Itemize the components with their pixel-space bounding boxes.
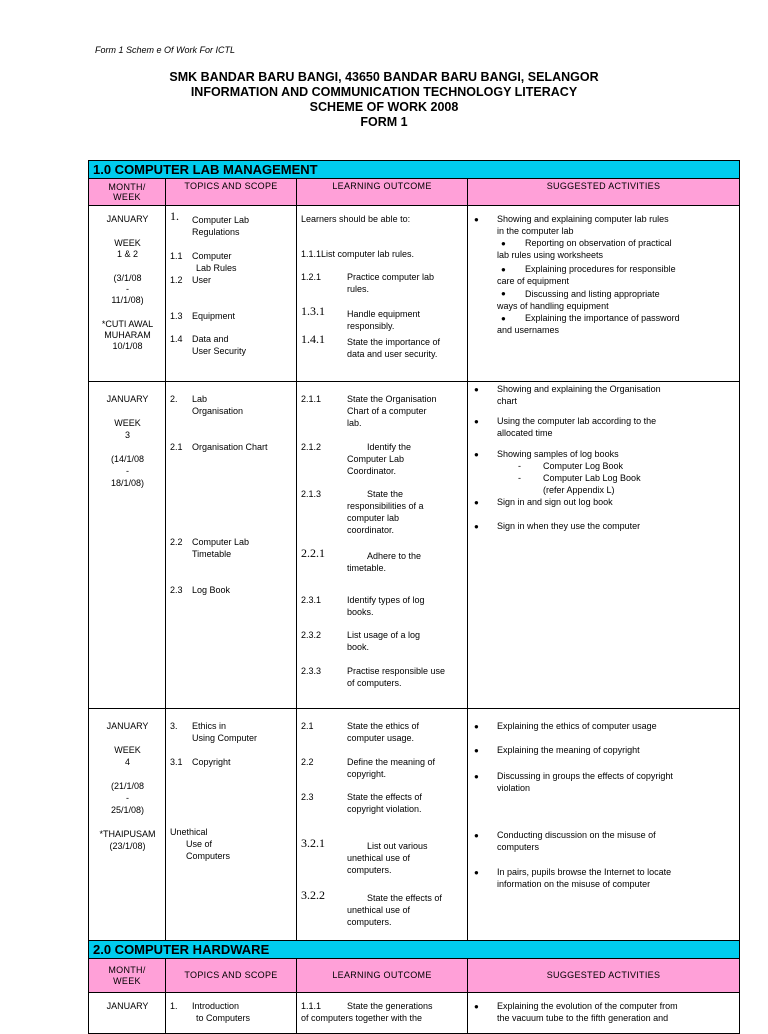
- date-dash: -: [126, 284, 129, 294]
- col-month-week: MONTH/ WEEK: [89, 959, 166, 993]
- week-label: WEEK: [114, 745, 141, 755]
- outcome-number: 3.2.2: [301, 888, 325, 902]
- month-label: JANUARY: [106, 1001, 149, 1011]
- outcome-number: 2.1.3: [301, 489, 322, 499]
- outcome-text: State the ethics of: [347, 721, 420, 731]
- outcome-text: Practise responsible use: [347, 666, 446, 676]
- outcome-number: 3.2.1: [301, 836, 325, 850]
- bullet-icon: ●: [474, 868, 479, 877]
- activity-text: Sign in when they use the computer: [497, 521, 641, 531]
- outcome-cell: [297, 993, 467, 1033]
- bullet-icon: ●: [474, 722, 479, 731]
- outcome-text: copyright.: [347, 769, 387, 779]
- month-week-cell: [89, 993, 165, 1033]
- dash-marker: -: [518, 473, 521, 483]
- holiday-note: MUHARAM: [104, 330, 151, 340]
- topic-text: to Computers: [196, 1013, 251, 1023]
- outcome-number: 2.1.2: [301, 442, 322, 452]
- activity-text: in the computer lab: [497, 226, 574, 236]
- topic-text: Unethical: [170, 827, 208, 837]
- activity-subitem: (refer Appendix L): [543, 485, 615, 495]
- table-row: [89, 709, 740, 944]
- week-label: WEEK: [114, 238, 141, 248]
- topics-cell: [166, 206, 296, 381]
- outcome-text: Coordinator.: [347, 466, 397, 476]
- outcome-text: unethical use of: [347, 905, 411, 915]
- outcome-text: Computer Lab: [347, 454, 405, 464]
- outcome-number: 2.2: [301, 757, 314, 767]
- topic-text: Organisation: [192, 406, 244, 416]
- topic-text: Copyright: [192, 757, 231, 767]
- scheme-year: SCHEME OF WORK 2008: [309, 100, 459, 114]
- topic-number: 1.4: [170, 334, 183, 344]
- topics-cell: [166, 709, 296, 943]
- outcome-text: State the importance of: [347, 337, 441, 347]
- topic-number: 3.1: [170, 757, 183, 767]
- col-topics: TOPICS AND SCOPE: [166, 179, 297, 206]
- outcome-text: Define the meaning of: [347, 757, 436, 767]
- outcome-number: 2.3: [301, 792, 314, 802]
- date-start: (3/1/08: [113, 273, 142, 283]
- topics-cell: [166, 993, 296, 1033]
- topic-text: Computer Lab: [192, 215, 250, 225]
- topic-text: Introduction: [192, 1001, 240, 1011]
- month-week-cell: [89, 709, 165, 943]
- outcome-text: of computers.: [347, 678, 402, 688]
- outcome-number: 1.2.1: [301, 272, 322, 282]
- outcome-number: 1.1.1: [301, 1001, 322, 1011]
- activity-text: violation: [497, 783, 531, 793]
- month-week-cell: [89, 382, 165, 708]
- bullet-icon: ●: [501, 314, 506, 323]
- month-label: JANUARY: [106, 214, 149, 224]
- topic-text: Organisation Chart: [192, 442, 268, 452]
- holiday-date: (23/1/08): [109, 841, 146, 851]
- topics-cell: [166, 382, 296, 708]
- activity-text: Reporting on observation of practical: [525, 238, 672, 248]
- bullet-icon: ●: [474, 772, 479, 781]
- topic-number: 2.3: [170, 585, 183, 595]
- topic-number: 1.: [170, 209, 179, 223]
- month-week-cell: [89, 206, 165, 381]
- outcome-text: Adhere to the: [367, 551, 422, 561]
- section2-table: [88, 940, 740, 1034]
- activity-text: Showing and explaining computer lab rules: [497, 214, 669, 224]
- topic-text: User Security: [192, 346, 247, 356]
- bullet-icon: ●: [474, 450, 479, 459]
- outcome-text: 1.1.1List computer lab rules.: [301, 249, 415, 259]
- outcome-text: rules.: [347, 284, 370, 294]
- col-month-week: MONTH/ WEEK: [89, 179, 166, 206]
- outcome-text: responsibly.: [347, 321, 395, 331]
- outcome-text: computers.: [347, 917, 392, 927]
- outcome-text: of computers together with the: [301, 1013, 423, 1023]
- outcome-text: timetable.: [347, 563, 387, 573]
- section2-heading: 2.0 COMPUTER HARDWARE: [89, 941, 740, 959]
- section1-heading: 1.0 COMPUTER LAB MANAGEMENT: [89, 161, 740, 179]
- outcome-number: 2.1.1: [301, 394, 322, 404]
- outcome-cell: [297, 709, 467, 943]
- activity-text: and usernames: [497, 325, 560, 335]
- outcome-number: 1.4.1: [301, 332, 325, 346]
- running-head: Form 1 Schem e Of Work For ICTL: [95, 45, 236, 55]
- outcome-text: unethical use of: [347, 853, 411, 863]
- bullet-icon: ●: [474, 385, 479, 394]
- topic-text: Use of: [186, 839, 213, 849]
- activities-cell: [468, 382, 739, 708]
- activity-text: lab rules using worksheets: [497, 250, 604, 260]
- dash-marker: -: [518, 461, 521, 471]
- topic-number: 3.: [170, 721, 178, 731]
- bullet-icon: ●: [501, 239, 506, 248]
- activities-cell: [468, 206, 739, 381]
- activities-cell: [468, 709, 739, 943]
- holiday-date: 10/1/08: [112, 341, 143, 351]
- activity-text: Showing and explaining the Organisation: [497, 384, 661, 394]
- date-start: (14/1/08: [110, 454, 145, 464]
- outcome-text: State the Organisation: [347, 394, 437, 404]
- topic-text: Computer: [192, 251, 232, 261]
- activity-text: Discussing and listing appropriate: [525, 289, 660, 299]
- holiday-note: *CUTI AWAL: [101, 319, 154, 329]
- topic-text: Timetable: [192, 549, 232, 559]
- topic-text: User: [192, 275, 212, 285]
- outcome-text: lab.: [347, 418, 362, 428]
- bullet-icon: ●: [474, 522, 479, 531]
- activity-text: the vacuum tube to the fifth generation and: [497, 1013, 669, 1023]
- activity-subitem: Computer Lab Log Book: [543, 473, 641, 483]
- topic-number: 1.3: [170, 311, 183, 321]
- bullet-icon: ●: [474, 1002, 479, 1011]
- activity-text: Sign in and sign out log book: [497, 497, 613, 507]
- date-end: 11/1/08): [111, 295, 144, 305]
- col-activities: SUGGESTED ACTIVITIES: [468, 959, 740, 993]
- outcome-cell: [297, 382, 467, 708]
- outcome-text: Identify the: [367, 442, 412, 452]
- topic-number: 2.: [170, 394, 178, 404]
- topic-text: Using Computer: [192, 733, 258, 743]
- outcome-text: books.: [347, 607, 374, 617]
- week-label: WEEK: [114, 418, 141, 428]
- activities-cell: [468, 993, 739, 1033]
- outcome-text: coordinator.: [347, 525, 395, 535]
- outcome-text: State the generations: [347, 1001, 433, 1011]
- topic-number: 1.: [170, 1001, 178, 1011]
- outcome-number: 2.3.2: [301, 630, 322, 640]
- activity-text: Using the computer lab according to the: [497, 416, 657, 426]
- topic-text: Computers: [186, 851, 231, 861]
- table-row: [89, 382, 740, 709]
- table-row: [89, 206, 740, 382]
- outcome-number: 2.3.3: [301, 666, 322, 676]
- activity-text: Explaining the evolution of the computer from: [497, 1001, 678, 1011]
- topic-number: 2.1: [170, 442, 183, 452]
- activity-text: information on the misuse of computer: [497, 879, 651, 889]
- topic-text: Computer Lab: [192, 537, 250, 547]
- col-outcome: LEARNING OUTCOME: [297, 179, 468, 206]
- topic-number: 2.2: [170, 537, 183, 547]
- bullet-icon: ●: [474, 746, 479, 755]
- activity-text: Showing samples of log books: [497, 449, 619, 459]
- col-outcome: LEARNING OUTCOME: [297, 959, 468, 993]
- col-topics: TOPICS AND SCOPE: [166, 959, 297, 993]
- outcome-text: data and user security.: [347, 349, 438, 359]
- activity-text: allocated time: [497, 428, 553, 438]
- outcome-number: 2.2.1: [301, 546, 325, 560]
- date-end: 25/1/08): [110, 805, 145, 815]
- bullet-icon: ●: [501, 265, 506, 274]
- holiday-note: *THAIPUSAM: [99, 829, 156, 839]
- outcome-text: Practice computer lab: [347, 272, 435, 282]
- outcome-text: State the effects of: [367, 893, 442, 903]
- topic-text: Lab: [192, 394, 208, 404]
- col-activities: SUGGESTED ACTIVITIES: [468, 179, 740, 206]
- outcome-text: computer usage.: [347, 733, 415, 743]
- outcome-text: Identify types of log: [347, 595, 425, 605]
- week-number: 1 & 2: [116, 249, 138, 259]
- outcome-text: List usage of a log: [347, 630, 421, 640]
- outcome-text: State the effects of: [347, 792, 422, 802]
- activity-text: computers: [497, 842, 540, 852]
- topic-text: Regulations: [192, 227, 240, 237]
- date-dash: -: [126, 466, 129, 476]
- table-row: [89, 993, 740, 1034]
- activity-text: Conducting discussion on the misuse of: [497, 830, 656, 840]
- date-dash: -: [126, 793, 129, 803]
- outcome-number: 2.1: [301, 721, 314, 731]
- subject-name: INFORMATION AND COMMUNICATION TECHNOLOGY LITERACY: [190, 85, 578, 99]
- date-end: 18/1/08): [110, 478, 145, 488]
- week-number: 4: [124, 757, 130, 767]
- activity-text: Explaining the importance of password: [525, 313, 680, 323]
- form-level: FORM 1: [360, 115, 408, 129]
- bullet-icon: ●: [474, 498, 479, 507]
- document-title: [0, 70, 768, 130]
- outcome-text: computer lab: [347, 513, 400, 523]
- topic-text: Log Book: [192, 585, 231, 595]
- outcome-number: 1.3.1: [301, 304, 325, 318]
- topic-number: 1.2: [170, 275, 183, 285]
- outcome-text: Handle equipment: [347, 309, 421, 319]
- outcome-cell: [297, 206, 467, 381]
- month-label: JANUARY: [106, 721, 149, 731]
- topic-number: 1.1: [170, 251, 183, 261]
- outcome-intro: Learners should be able to:: [301, 214, 411, 224]
- outcome-text: List out various: [367, 841, 428, 851]
- outcome-text: responsibilities of a: [347, 501, 424, 511]
- school-name: SMK BANDAR BARU BANGI, 43650 BANDAR BARU BANGI, SELANGOR: [169, 70, 599, 84]
- topic-text: Lab Rules: [196, 263, 237, 273]
- outcome-text: Chart of a computer: [347, 406, 427, 416]
- activity-text: chart: [497, 396, 518, 406]
- bullet-icon: ●: [474, 417, 479, 426]
- outcome-text: computers.: [347, 865, 392, 875]
- outcome-text: State the: [367, 489, 404, 499]
- week-number: 3: [124, 430, 130, 440]
- outcome-text: book.: [347, 642, 370, 652]
- topic-text: Ethics in: [192, 721, 227, 731]
- activity-subitem: Computer Log Book: [543, 461, 624, 471]
- date-start: (21/1/08: [110, 781, 145, 791]
- topic-text: Data and: [192, 334, 229, 344]
- activity-text: Discussing in groups the effects of copyright: [497, 771, 673, 781]
- activity-text: Explaining the ethics of computer usage: [497, 721, 657, 731]
- activity-text: Explaining the meaning of copyright: [497, 745, 640, 755]
- activity-text: In pairs, pupils browse the Internet to locate: [497, 867, 672, 877]
- bullet-icon: ●: [474, 831, 479, 840]
- outcome-text: copyright violation.: [347, 804, 422, 814]
- month-label: JANUARY: [106, 394, 149, 404]
- activity-text: ways of handling equipment: [497, 301, 609, 311]
- bullet-icon: ●: [501, 289, 506, 298]
- activity-text: Explaining procedures for responsible: [525, 264, 676, 274]
- activity-text: care of equipment: [497, 276, 570, 286]
- bullet-icon: ●: [474, 215, 479, 224]
- outcome-number: 2.3.1: [301, 595, 322, 605]
- section1-table: [88, 160, 740, 944]
- topic-text: Equipment: [192, 311, 236, 321]
